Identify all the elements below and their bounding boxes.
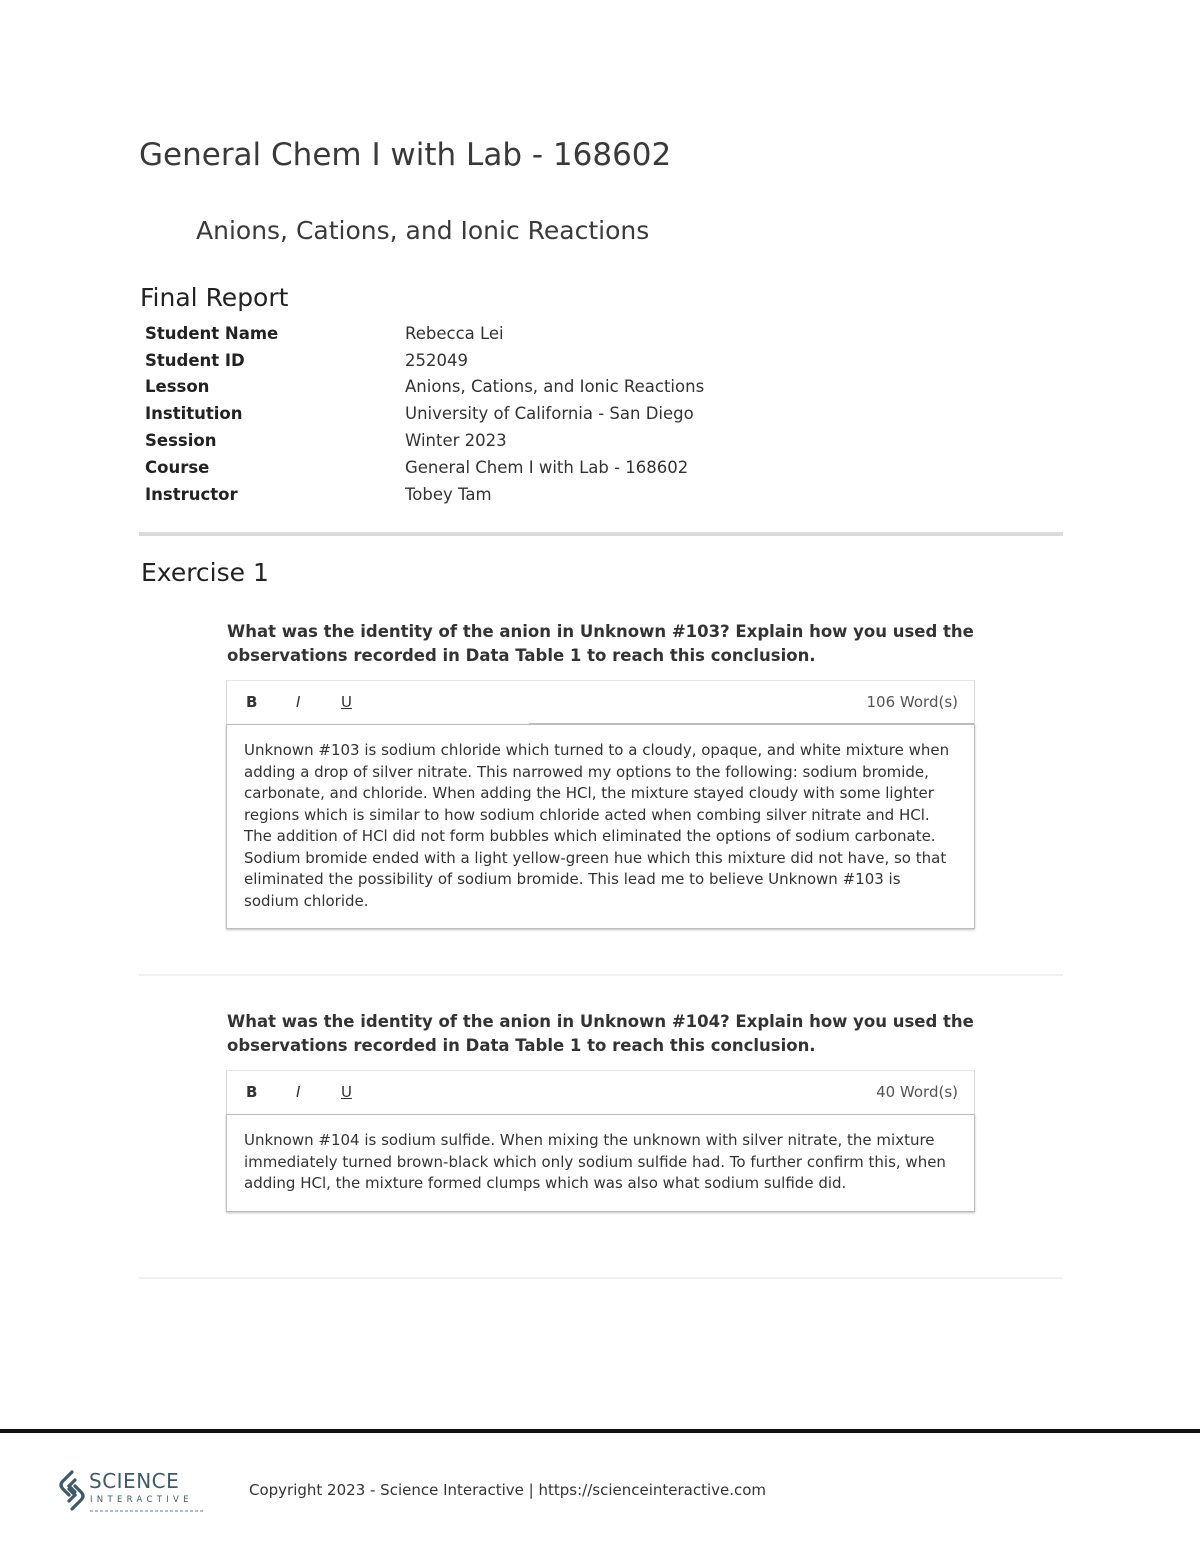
underline-button[interactable]: U xyxy=(341,693,352,711)
info-label: Institution xyxy=(145,404,243,424)
info-row-instructor xyxy=(145,481,945,508)
logo-wordmark: SCIENCE xyxy=(89,1469,180,1493)
word-count: 40 Word(s) xyxy=(876,1083,958,1101)
question-divider xyxy=(139,974,1063,976)
science-interactive-logo xyxy=(58,1468,218,1518)
info-value: Rebecca Lei xyxy=(405,323,504,343)
info-row-lesson xyxy=(145,374,945,401)
student-info-table xyxy=(145,320,945,508)
logo-subtext: INTERACTIVE xyxy=(90,1495,193,1505)
question-prompt-1: What was the identity of the anion in Unknown #103? Explain how you used the observations recorded in Data Table 1 to reach this conclusion. xyxy=(227,622,974,665)
bold-button[interactable]: B xyxy=(246,1083,258,1101)
info-value: Anions, Cations, and Ionic Reactions xyxy=(405,377,705,397)
info-label: Session xyxy=(145,431,217,451)
italic-button[interactable]: I xyxy=(296,1083,301,1101)
question-prompt-2: What was the identity of the anion in Unknown #104? Explain how you used the observations recorded in Data Table 1 to reach this conclusion. xyxy=(227,1012,974,1055)
lesson-title: Anions, Cations, and Ionic Reactions xyxy=(196,216,650,245)
report-heading: Final Report xyxy=(140,283,289,312)
exercise-heading: Exercise 1 xyxy=(141,558,269,587)
word-count: 106 Word(s) xyxy=(866,693,958,711)
info-label: Student Name xyxy=(145,323,279,343)
question-divider xyxy=(139,1277,1063,1279)
info-value: General Chem I with Lab - 168602 xyxy=(405,457,689,477)
info-label: Course xyxy=(145,457,210,477)
answer-editor-1[interactable] xyxy=(226,680,975,929)
section-divider xyxy=(139,532,1063,536)
editor-toolbar xyxy=(226,1070,975,1114)
underline-button[interactable]: U xyxy=(341,1083,352,1101)
info-row-course xyxy=(145,454,945,481)
copyright-text: Copyright 2023 - Science Interactive | https://scienceinteractive.com xyxy=(249,1481,767,1499)
info-row-student-id xyxy=(145,347,945,374)
info-row-session xyxy=(145,427,945,454)
info-row-student-name xyxy=(145,320,945,347)
toolbar-divider xyxy=(529,723,974,724)
info-label: Lesson xyxy=(145,377,210,397)
italic-button[interactable]: I xyxy=(296,693,301,711)
footer-divider xyxy=(0,1429,1200,1433)
course-title: General Chem I with Lab - 168602 xyxy=(139,137,672,173)
info-value: Winter 2023 xyxy=(405,431,507,451)
editor-toolbar xyxy=(226,680,975,724)
logo-mark-icon xyxy=(58,1468,218,1518)
info-label: Student ID xyxy=(145,350,245,370)
info-row-institution xyxy=(145,400,945,427)
info-value: 252049 xyxy=(405,350,468,370)
answer-text-area[interactable]: Unknown #103 is sodium chloride which turned to a cloudy, opaque, and white mixture when adding a drop of silver nitrate. This narrowed my options to the following: sodium bromide, carbonate, and chloride. When adding the HCl, the mixture stayed cloudy with some lighter regions which is similar to how sodium chloride acted when combing silver nitrate and HCl. The addition of HCl did not form bubbles which eliminated the options of sodium carbonate. Sodium bromide ended with a light yellow-green hue which this mixture did not have, so that eliminated the possibility of sodium bromide. This lead me to believe Unknown #103 is sodium chloride. xyxy=(226,724,975,929)
info-label: Instructor xyxy=(145,484,238,504)
info-value: University of California - San Diego xyxy=(405,404,694,424)
info-value: Tobey Tam xyxy=(405,484,492,504)
answer-text-area[interactable]: Unknown #104 is sodium sulfide. When mixing the unknown with silver nitrate, the mixture immediately turned brown-black which only sodium sulfide had. To further confirm this, when adding HCl, the mixture formed clumps which was also what sodium sulfide did. xyxy=(226,1114,975,1212)
answer-editor-2[interactable] xyxy=(226,1070,975,1212)
bold-button[interactable]: B xyxy=(246,693,258,711)
